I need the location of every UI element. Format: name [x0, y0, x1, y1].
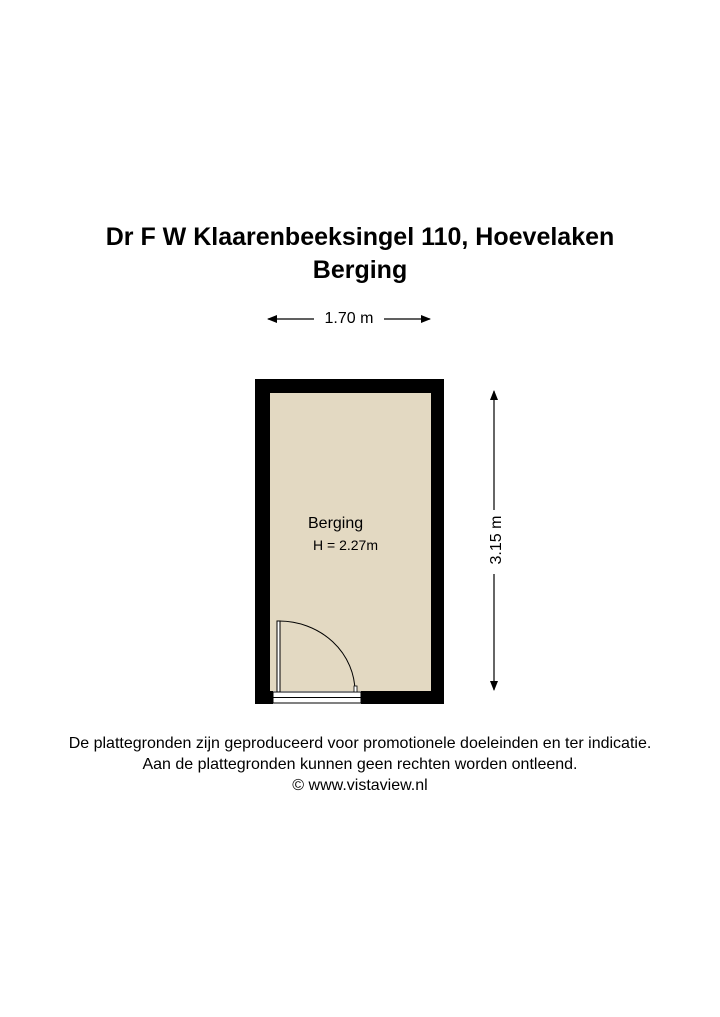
wall-right: [431, 379, 444, 704]
disclaimer-line-2: Aan de plattegronden kunnen geen rechten worden ontleend.: [142, 756, 578, 773]
room-height-label: H = 2.27m: [313, 537, 378, 553]
page-title: Dr F W Klaarenbeeksingel 110, Hoevelaken: [105, 223, 615, 251]
disclaimer-line-1: De plattegronden zijn geproduceerd voor promotionele doeleinden en ter indicatie.: [68, 735, 652, 752]
wall-top: [255, 379, 444, 393]
height-dimension-label: 3.15 m: [488, 515, 505, 565]
wall-left: [255, 379, 270, 704]
door-stop: [354, 686, 357, 692]
wall-bottom-left: [255, 691, 273, 704]
width-dimension-label: 1.70 m: [324, 310, 374, 327]
floor-name: Berging: [312, 256, 408, 284]
room-name-label: Berging: [308, 515, 364, 532]
door-leaf: [277, 621, 280, 692]
copyright-line: © www.vistaview.nl: [292, 777, 428, 794]
wall-bottom-right: [361, 691, 444, 704]
